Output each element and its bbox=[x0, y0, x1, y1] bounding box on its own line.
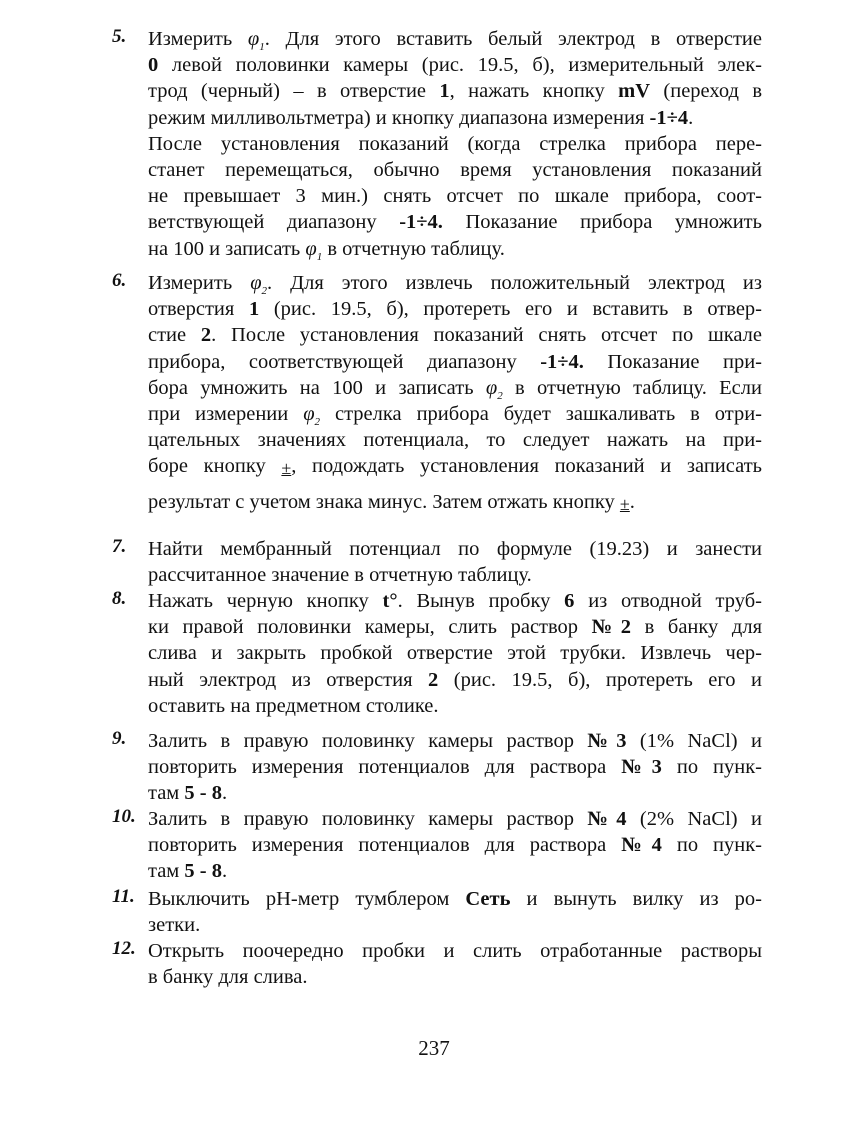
text-line bbox=[148, 209, 762, 235]
potential-index: 2 bbox=[314, 416, 321, 429]
text-line bbox=[148, 806, 762, 832]
text-line bbox=[148, 453, 762, 479]
item-number: 8. bbox=[112, 588, 127, 609]
text-line bbox=[148, 614, 762, 640]
text-line bbox=[148, 349, 762, 375]
text-run: результат с учетом знака минус. Затем отжать кнопку bbox=[148, 490, 620, 513]
text-run: рассчитанное значение в отчетную таблицу. bbox=[148, 564, 532, 587]
item-text bbox=[148, 886, 762, 938]
text-line bbox=[148, 105, 762, 131]
text-run: Открыть поочередно пробки и слить отработанные растворы bbox=[148, 940, 762, 962]
text-line bbox=[148, 78, 762, 104]
bold-term: 1 bbox=[439, 80, 450, 103]
text-run: Нажать черную кнопку bbox=[148, 590, 383, 612]
bold-term: 2 bbox=[200, 324, 212, 347]
bold-term: №3 bbox=[587, 730, 627, 752]
potential-index: 2 bbox=[261, 285, 268, 298]
item-number: 9. bbox=[112, 728, 127, 749]
text-run: по пунк- bbox=[661, 756, 762, 779]
text-line bbox=[148, 183, 762, 209]
text-line bbox=[148, 693, 762, 719]
item-text bbox=[148, 938, 762, 990]
bold-term: 6 bbox=[564, 590, 575, 612]
text-run: (2% NaCl) и bbox=[626, 808, 762, 830]
text-run: при измерении bbox=[148, 402, 304, 425]
text-run: станет перемещаться, обычно время установления показаний bbox=[148, 158, 762, 181]
text-run: повторить измерения потенциалов для раствора bbox=[148, 756, 622, 779]
text-run: прибора, соответствующей диапазону bbox=[148, 350, 541, 373]
text-line bbox=[148, 964, 762, 990]
text-line bbox=[148, 52, 762, 78]
text-run: слива и закрыть пробкой отверстие этой трубки. Извлечь чер- bbox=[148, 642, 762, 665]
text-run: (переход в bbox=[650, 80, 762, 103]
text-line bbox=[148, 375, 762, 401]
bold-term: №2 bbox=[591, 616, 631, 639]
bold-term: Сеть bbox=[465, 888, 511, 910]
text-run: После установления показаний (когда стрелка прибора пере- bbox=[148, 132, 762, 155]
text-run: (1% NaCl) и bbox=[626, 730, 762, 752]
bold-term: №4 bbox=[621, 834, 662, 857]
text-run: в отчетную таблицу. Если bbox=[502, 376, 762, 399]
bold-term: -1÷4 bbox=[649, 106, 689, 129]
item-text bbox=[148, 270, 762, 515]
text-run: . bbox=[629, 490, 635, 513]
text-line bbox=[148, 270, 762, 296]
bold-term: mV bbox=[618, 80, 651, 103]
item-text bbox=[148, 806, 762, 885]
text-run: Залить в правую половинку камеры раствор bbox=[148, 730, 588, 752]
text-run: . bbox=[221, 860, 228, 883]
potential-symbol: $\varphi_1$ bbox=[247, 28, 265, 54]
list-item bbox=[112, 536, 762, 588]
text-run: ветствующей диапазону bbox=[148, 211, 400, 234]
item-text bbox=[148, 26, 762, 262]
list-item bbox=[112, 886, 762, 938]
text-run: цательных значениях потенциала, то следует нажать на при- bbox=[148, 429, 762, 452]
bold-term: 5 - 8 bbox=[184, 782, 222, 805]
text-run: . bbox=[221, 782, 228, 805]
text-run: боре кнопку bbox=[148, 455, 282, 478]
text-run: Измерить bbox=[148, 28, 248, 50]
text-run: стрелка прибора будет зашкаливать в отри- bbox=[320, 402, 762, 425]
text-line bbox=[148, 640, 762, 666]
potential-symbol: $\varphi_2$ bbox=[485, 376, 503, 402]
list-item bbox=[112, 806, 762, 885]
text-run: стие bbox=[148, 324, 201, 347]
text-line bbox=[148, 236, 762, 262]
text-run: режим милливольтметра) и кнопку диапазона измерения bbox=[148, 106, 650, 129]
bold-term: -1÷4. bbox=[540, 350, 584, 373]
text-line bbox=[148, 858, 762, 884]
item-number: 12. bbox=[112, 938, 136, 959]
item-number: 10. bbox=[112, 806, 136, 827]
list-item bbox=[112, 938, 762, 990]
text-run: , нажать кнопку bbox=[449, 80, 619, 103]
text-run: Измерить bbox=[148, 272, 251, 294]
bold-term: №3 bbox=[621, 756, 662, 779]
text-run: и вынуть вилку из ро- bbox=[510, 888, 762, 910]
text-line bbox=[148, 427, 762, 453]
text-run: . Вынув пробку bbox=[397, 590, 565, 612]
text-run: , подождать установления показаний и записать bbox=[291, 455, 762, 478]
text-run: оставить на предметном столике. bbox=[148, 694, 439, 717]
text-run: Показание при- bbox=[583, 350, 762, 373]
potential-index: 1 bbox=[259, 41, 265, 54]
text-run: (рис. 19.5, б), протереть его и вставить в отвер- bbox=[259, 298, 763, 321]
text-line bbox=[148, 667, 762, 693]
potential-index: 1 bbox=[316, 250, 323, 263]
text-run: в банку для bbox=[631, 616, 763, 639]
text-run: (рис. 19.5, б), протереть его и bbox=[438, 668, 762, 691]
text-run: отверстия bbox=[148, 298, 249, 321]
list-item bbox=[112, 270, 762, 515]
text-run: Найти мембранный потенциал по формуле (19.23) и занести bbox=[148, 538, 762, 560]
list-item bbox=[112, 728, 762, 807]
text-run: из отводной труб- bbox=[574, 590, 762, 612]
bold-term: 0 bbox=[148, 54, 159, 77]
text-run: по пунк- bbox=[661, 834, 762, 857]
list-item bbox=[112, 588, 762, 719]
list-item bbox=[112, 26, 762, 262]
text-run: в отчетную таблицу. bbox=[322, 237, 505, 260]
item-number: 7. bbox=[112, 536, 127, 557]
text-run: левой половинки камеры (рис. 19.5, б), измерительный элек- bbox=[158, 54, 762, 77]
text-run: . Для этого извлечь положительный электрод из bbox=[267, 272, 763, 294]
text-run: зетки. bbox=[148, 914, 201, 937]
text-run: ки правой половинки камеры, слить раствор bbox=[148, 616, 592, 639]
text-run: ный электрод из отверстия bbox=[148, 668, 429, 691]
text-run: в банку для слива. bbox=[148, 966, 308, 989]
item-text bbox=[148, 588, 762, 719]
text-line bbox=[148, 131, 762, 157]
text-line bbox=[148, 322, 762, 348]
bold-term: 5 - 8 bbox=[184, 860, 222, 883]
text-run: там bbox=[148, 782, 185, 805]
item-number: 11. bbox=[112, 886, 135, 907]
text-line bbox=[148, 780, 762, 806]
item-number: 6. bbox=[112, 270, 127, 291]
text-run: . bbox=[688, 106, 694, 129]
plus-minus-button-icon: ± bbox=[281, 458, 292, 479]
text-line bbox=[148, 489, 762, 515]
bold-term: №4 bbox=[587, 808, 627, 830]
page-number: 237 bbox=[418, 1036, 450, 1060]
text-run: бора умножить на 100 и записать bbox=[148, 376, 486, 399]
text-line bbox=[148, 754, 762, 780]
text-run: Залить в правую половинку камеры раствор bbox=[148, 808, 588, 830]
text-line bbox=[148, 886, 762, 912]
text-run: на 100 и записать bbox=[148, 237, 306, 260]
bold-term: 2 bbox=[428, 668, 439, 691]
bold-term: -1÷4. bbox=[399, 211, 443, 234]
text-run: Показание прибора умножить bbox=[442, 211, 762, 234]
item-text bbox=[148, 728, 762, 807]
text-line bbox=[148, 912, 762, 938]
potential-symbol: $\varphi_2$ bbox=[303, 402, 321, 429]
text-line bbox=[148, 562, 762, 588]
text-run: трод (черный) – в отверстие bbox=[148, 80, 440, 103]
plus-minus-button-icon: ± bbox=[619, 493, 630, 514]
text-run: . После установления показаний снять отсчет по шкале bbox=[211, 324, 762, 347]
item-text bbox=[148, 536, 762, 588]
text-line bbox=[148, 536, 762, 562]
bold-term: t° bbox=[382, 590, 398, 612]
text-run: повторить измерения потенциалов для раствора bbox=[148, 834, 622, 857]
bold-term: 1 bbox=[248, 298, 260, 321]
text-line bbox=[148, 157, 762, 183]
text-line bbox=[148, 26, 762, 52]
item-number: 5. bbox=[112, 26, 127, 47]
text-line bbox=[148, 401, 762, 427]
potential-index: 2 bbox=[497, 389, 503, 402]
potential-symbol: $\varphi_2$ bbox=[250, 272, 268, 298]
text-run: не превышает 3 мин.) снять отсчет по шкале прибора, соот- bbox=[148, 185, 762, 208]
text-run: . Для этого вставить белый электрод в отверстие bbox=[264, 28, 762, 50]
text-line bbox=[148, 728, 762, 754]
text-run: Выключить рН-метр тумблером bbox=[148, 888, 466, 910]
text-line bbox=[148, 938, 762, 964]
text-run: там bbox=[148, 860, 185, 883]
potential-symbol: $\varphi_1$ bbox=[305, 237, 323, 263]
text-line bbox=[148, 296, 762, 322]
text-line bbox=[148, 588, 762, 614]
text-line bbox=[148, 832, 762, 858]
